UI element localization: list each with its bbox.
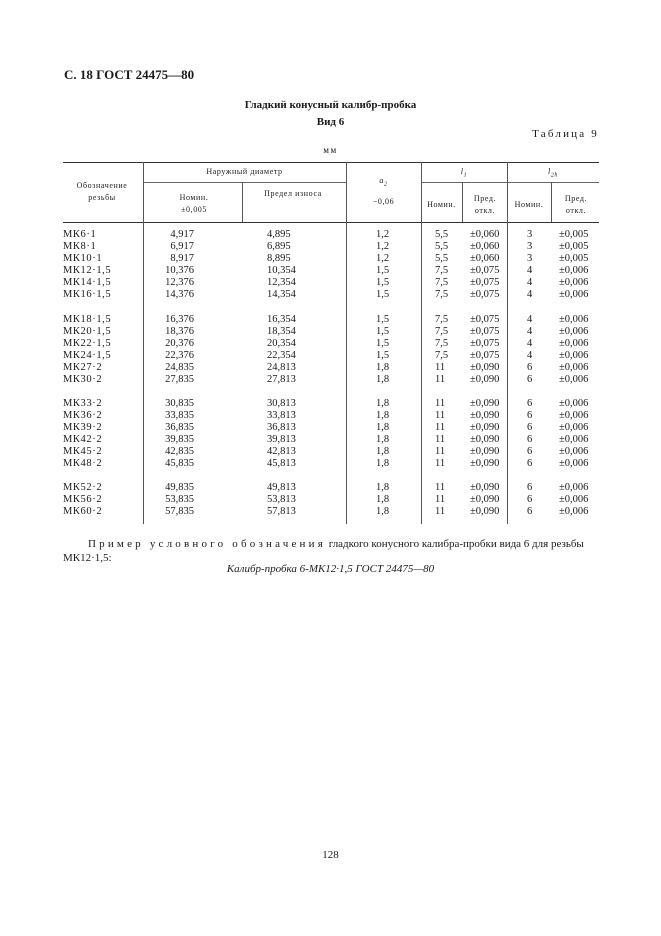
table-row	[0, 494, 661, 506]
cell-l2: 6	[527, 398, 533, 409]
cell-wear: 57,813	[267, 506, 296, 517]
cell-name: МК24·1,5	[63, 350, 112, 361]
cell-a2: 1,5	[376, 314, 390, 325]
cell-name: МК6·1	[63, 229, 97, 240]
cell-l2: 6	[527, 422, 533, 433]
cell-l1: 11	[435, 434, 446, 445]
cell-l2t: ±0,005	[559, 253, 589, 264]
example-line	[88, 538, 584, 550]
cell-name: МК45·2	[63, 446, 103, 457]
cell-l1t: ±0,075	[470, 277, 500, 288]
cell-wear: 27,813	[267, 374, 296, 385]
cell-l2: 4	[527, 338, 533, 349]
table-row	[0, 374, 661, 386]
cell-l1t: ±0,075	[470, 338, 500, 349]
table-title: Гладкий конусный калибр-пробка	[244, 99, 417, 111]
cell-wear: 30,813	[267, 398, 296, 409]
table-row	[0, 482, 661, 494]
cell-l2t: ±0,006	[559, 422, 589, 433]
cell-l1t: ±0,060	[470, 229, 500, 240]
cell-l1t: ±0,090	[470, 410, 500, 421]
example-line-2: МК12·1,5:	[63, 552, 112, 564]
col-divider	[462, 182, 463, 222]
cell-l1t: ±0,075	[470, 326, 500, 337]
cell-name: МК14·1,5	[63, 277, 112, 288]
cell-nom: 39,835	[165, 434, 194, 445]
length-sub-rule	[421, 182, 599, 183]
table-row	[0, 265, 661, 277]
cell-nom: 6,917	[170, 241, 194, 252]
cell-l2t: ±0,006	[559, 410, 589, 421]
table-subtitle: Вид 6	[316, 116, 345, 128]
cell-l1: 7,5	[435, 326, 449, 337]
table-row	[0, 422, 661, 434]
cell-wear: 53,813	[267, 494, 296, 505]
header-a2: $a_2$	[379, 176, 388, 188]
table-row	[0, 362, 661, 374]
cell-l2t: ±0,006	[559, 434, 589, 445]
cell-l2: 6	[527, 458, 533, 469]
cell-l2t: ±0,006	[559, 482, 589, 493]
cell-l1: 11	[435, 410, 446, 421]
cell-l2: 6	[527, 374, 533, 385]
table-label: Таблица 9	[532, 128, 599, 140]
cell-a2: 1,5	[376, 289, 390, 300]
example-text: гладкого конусного калибра-пробки вида 6 для резьбы	[325, 538, 584, 550]
cell-a2: 1,8	[376, 446, 390, 457]
cell-name: МК12·1,5	[63, 265, 112, 276]
page-number: 128	[322, 849, 339, 861]
cell-l2t: ±0,006	[559, 506, 589, 517]
cell-l2: 3	[527, 253, 533, 264]
cell-wear: 24,813	[267, 362, 296, 373]
cell-nom: 53,835	[165, 494, 194, 505]
page-header: С. 18 ГОСТ 24475—80	[64, 67, 195, 82]
example-designation: Калибр-пробка 6-МК12·1,5 ГОСТ 24475—80	[226, 563, 435, 575]
cell-wear: 33,813	[267, 410, 296, 421]
cell-name: МК36·2	[63, 410, 103, 421]
cell-nom: 12,376	[165, 277, 194, 288]
header-designation: Обозначение резьбы	[76, 181, 128, 202]
cell-l1t: ±0,090	[470, 446, 500, 457]
cell-l2t: ±0,005	[559, 229, 589, 240]
cell-nom: 20,376	[165, 338, 194, 349]
cell-a2: 1,2	[376, 229, 390, 240]
cell-l2: 3	[527, 241, 533, 252]
cell-a2: 1,8	[376, 506, 390, 517]
cell-wear: 14,354	[267, 289, 296, 300]
cell-l1: 7,5	[435, 265, 449, 276]
cell-a2: 1,5	[376, 326, 390, 337]
cell-l1: 11	[435, 446, 446, 457]
cell-l1: 11	[435, 362, 446, 373]
cell-nom: 42,835	[165, 446, 194, 457]
cell-wear: 10,354	[267, 265, 296, 276]
cell-l2: 4	[527, 314, 533, 325]
cell-nom: 33,835	[165, 410, 194, 421]
cell-nom: 30,835	[165, 398, 194, 409]
cell-nom: 4,917	[170, 229, 194, 240]
cell-wear: 36,813	[267, 422, 296, 433]
cell-l1: 7,5	[435, 289, 449, 300]
table-row	[0, 241, 661, 253]
cell-l2: 4	[527, 277, 533, 288]
cell-l1t: ±0,060	[470, 241, 500, 252]
cell-a2: 1,8	[376, 362, 390, 373]
cell-name: МК27·2	[63, 362, 103, 373]
table-row	[0, 289, 661, 301]
cell-a2: 1,2	[376, 241, 390, 252]
cell-l1: 5,5	[435, 241, 449, 252]
cell-a2: 1,8	[376, 374, 390, 385]
cell-l1t: ±0,075	[470, 265, 500, 276]
cell-wear: 39,813	[267, 434, 296, 445]
example-spaced-text: Пример условного обозначения	[88, 538, 326, 550]
cell-l1t: ±0,090	[470, 362, 500, 373]
cell-l1t: ±0,090	[470, 422, 500, 433]
cell-l1t: ±0,090	[470, 374, 500, 385]
cell-l2t: ±0,006	[559, 374, 589, 385]
header-l1-nominal: Номин.	[427, 200, 456, 209]
table-row	[0, 398, 661, 410]
cell-nom: 45,835	[165, 458, 194, 469]
header-outer-diameter: Наружный диаметр	[206, 167, 283, 176]
table-row	[0, 434, 661, 446]
cell-name: МК60·2	[63, 506, 103, 517]
cell-l2: 6	[527, 446, 533, 457]
cell-l1t: ±0,090	[470, 494, 500, 505]
cell-l2: 4	[527, 265, 533, 276]
cell-l2t: ±0,006	[559, 494, 589, 505]
table-row	[0, 410, 661, 422]
cell-l2: 6	[527, 434, 533, 445]
cell-l2t: ±0,006	[559, 362, 589, 373]
cell-l1: 7,5	[435, 277, 449, 288]
cell-l1: 11	[435, 398, 446, 409]
cell-a2: 1,5	[376, 338, 390, 349]
header-l1: $l_1$	[460, 167, 468, 179]
cell-l2t: ±0,006	[559, 338, 589, 349]
cell-l1: 11	[435, 494, 446, 505]
header-l2-nominal: Номин.	[514, 200, 544, 209]
cell-a2: 1,5	[376, 277, 390, 288]
cell-l1t: ±0,075	[470, 289, 500, 300]
table-row	[0, 253, 661, 265]
cell-a2: 1,8	[376, 494, 390, 505]
cell-nom: 18,376	[165, 326, 194, 337]
cell-wear: 20,354	[267, 338, 296, 349]
cell-l2t: ±0,006	[559, 289, 589, 300]
cell-l1: 7,5	[435, 338, 449, 349]
table-row	[0, 350, 661, 362]
cell-l1: 11	[435, 482, 446, 493]
table-row	[0, 338, 661, 350]
cell-nom: 27,835	[165, 374, 194, 385]
unit-label: мм	[323, 145, 338, 155]
cell-l1: 7,5	[435, 350, 449, 361]
table-row	[0, 277, 661, 289]
cell-a2: 1,8	[376, 398, 390, 409]
cell-l2: 6	[527, 506, 533, 517]
cell-l1: 11	[435, 422, 446, 433]
cell-name: МК16·1,5	[63, 289, 112, 300]
cell-l1: 11	[435, 458, 446, 469]
cell-name: МК8·1	[63, 241, 97, 252]
cell-l1t: ±0,090	[470, 482, 500, 493]
cell-a2: 1,5	[376, 350, 390, 361]
header-a2-tolerance: −0,06	[372, 197, 395, 206]
cell-l2: 6	[527, 410, 533, 421]
table-row	[0, 326, 661, 338]
table-row	[0, 229, 661, 241]
table-row	[0, 314, 661, 326]
cell-l2t: ±0,005	[559, 241, 589, 252]
cell-l2: 6	[527, 494, 533, 505]
cell-name: МК52·2	[63, 482, 103, 493]
header-wear-limit: Предел износа	[264, 189, 322, 198]
cell-nom: 16,376	[165, 314, 194, 325]
cell-l2: 4	[527, 289, 533, 300]
cell-l2t: ±0,006	[559, 350, 589, 361]
cell-nom: 49,835	[165, 482, 194, 493]
cell-name: МК10·1	[63, 253, 103, 264]
cell-l1: 11	[435, 374, 446, 385]
cell-wear: 49,813	[267, 482, 296, 493]
cell-l1t: ±0,090	[470, 398, 500, 409]
cell-name: МК42·2	[63, 434, 103, 445]
cell-name: МК18·1,5	[63, 314, 112, 325]
cell-l1: 5,5	[435, 229, 449, 240]
cell-nom: 24,835	[165, 362, 194, 373]
cell-a2: 1,8	[376, 434, 390, 445]
table-row	[0, 446, 661, 458]
col-divider	[551, 182, 552, 222]
cell-a2: 1,8	[376, 410, 390, 421]
cell-wear: 4,895	[267, 229, 291, 240]
cell-nom: 10,376	[165, 265, 194, 276]
cell-wear: 42,813	[267, 446, 296, 457]
cell-l1: 7,5	[435, 314, 449, 325]
header-l2: $l_{2h}$	[547, 167, 559, 179]
header-l1-tolerance: Пред. откл.	[473, 194, 497, 215]
cell-l1t: ±0,075	[470, 314, 500, 325]
cell-l2t: ±0,006	[559, 326, 589, 337]
cell-nom: 22,376	[165, 350, 194, 361]
cell-l2t: ±0,006	[559, 265, 589, 276]
cell-a2: 1,8	[376, 458, 390, 469]
diameter-sub-rule	[143, 182, 346, 183]
cell-l1: 5,5	[435, 253, 449, 264]
cell-wear: 45,813	[267, 458, 296, 469]
cell-l2t: ±0,006	[559, 277, 589, 288]
cell-a2: 1,2	[376, 253, 390, 264]
cell-l2: 4	[527, 326, 533, 337]
cell-name: МК48·2	[63, 458, 103, 469]
table-row	[0, 458, 661, 470]
cell-l1t: ±0,090	[470, 506, 500, 517]
cell-l2: 4	[527, 350, 533, 361]
cell-a2: 1,5	[376, 265, 390, 276]
cell-l2t: ±0,006	[559, 314, 589, 325]
cell-wear: 22,354	[267, 350, 296, 361]
cell-nom: 14,376	[165, 289, 194, 300]
cell-l2t: ±0,006	[559, 446, 589, 457]
cell-name: МК30·2	[63, 374, 103, 385]
cell-a2: 1,8	[376, 482, 390, 493]
cell-nom: 8,917	[170, 253, 194, 264]
table-row	[0, 506, 661, 518]
cell-wear: 12,354	[267, 277, 296, 288]
col-divider	[242, 182, 243, 222]
cell-l1t: ±0,075	[470, 350, 500, 361]
cell-l2: 6	[527, 482, 533, 493]
cell-l1t: ±0,090	[470, 434, 500, 445]
cell-name: МК39·2	[63, 422, 103, 433]
cell-l2t: ±0,006	[559, 458, 589, 469]
cell-l1t: ±0,090	[470, 458, 500, 469]
cell-wear: 8,895	[267, 253, 291, 264]
cell-name: МК56·2	[63, 494, 103, 505]
cell-name: МК22·1,5	[63, 338, 112, 349]
cell-l2t: ±0,006	[559, 398, 589, 409]
cell-l2: 6	[527, 362, 533, 373]
cell-nom: 36,835	[165, 422, 194, 433]
header-nominal: Номин. ±0,005	[179, 193, 209, 214]
cell-name: МК20·1,5	[63, 326, 112, 337]
cell-name: МК33·2	[63, 398, 103, 409]
cell-wear: 18,354	[267, 326, 296, 337]
cell-l2: 3	[527, 229, 533, 240]
cell-nom: 57,835	[165, 506, 194, 517]
cell-l1: 11	[435, 506, 446, 517]
cell-a2: 1,8	[376, 422, 390, 433]
cell-l1t: ±0,060	[470, 253, 500, 264]
header-l2-tolerance: Пред. откл.	[564, 194, 588, 215]
cell-wear: 6,895	[267, 241, 291, 252]
cell-wear: 16,354	[267, 314, 296, 325]
